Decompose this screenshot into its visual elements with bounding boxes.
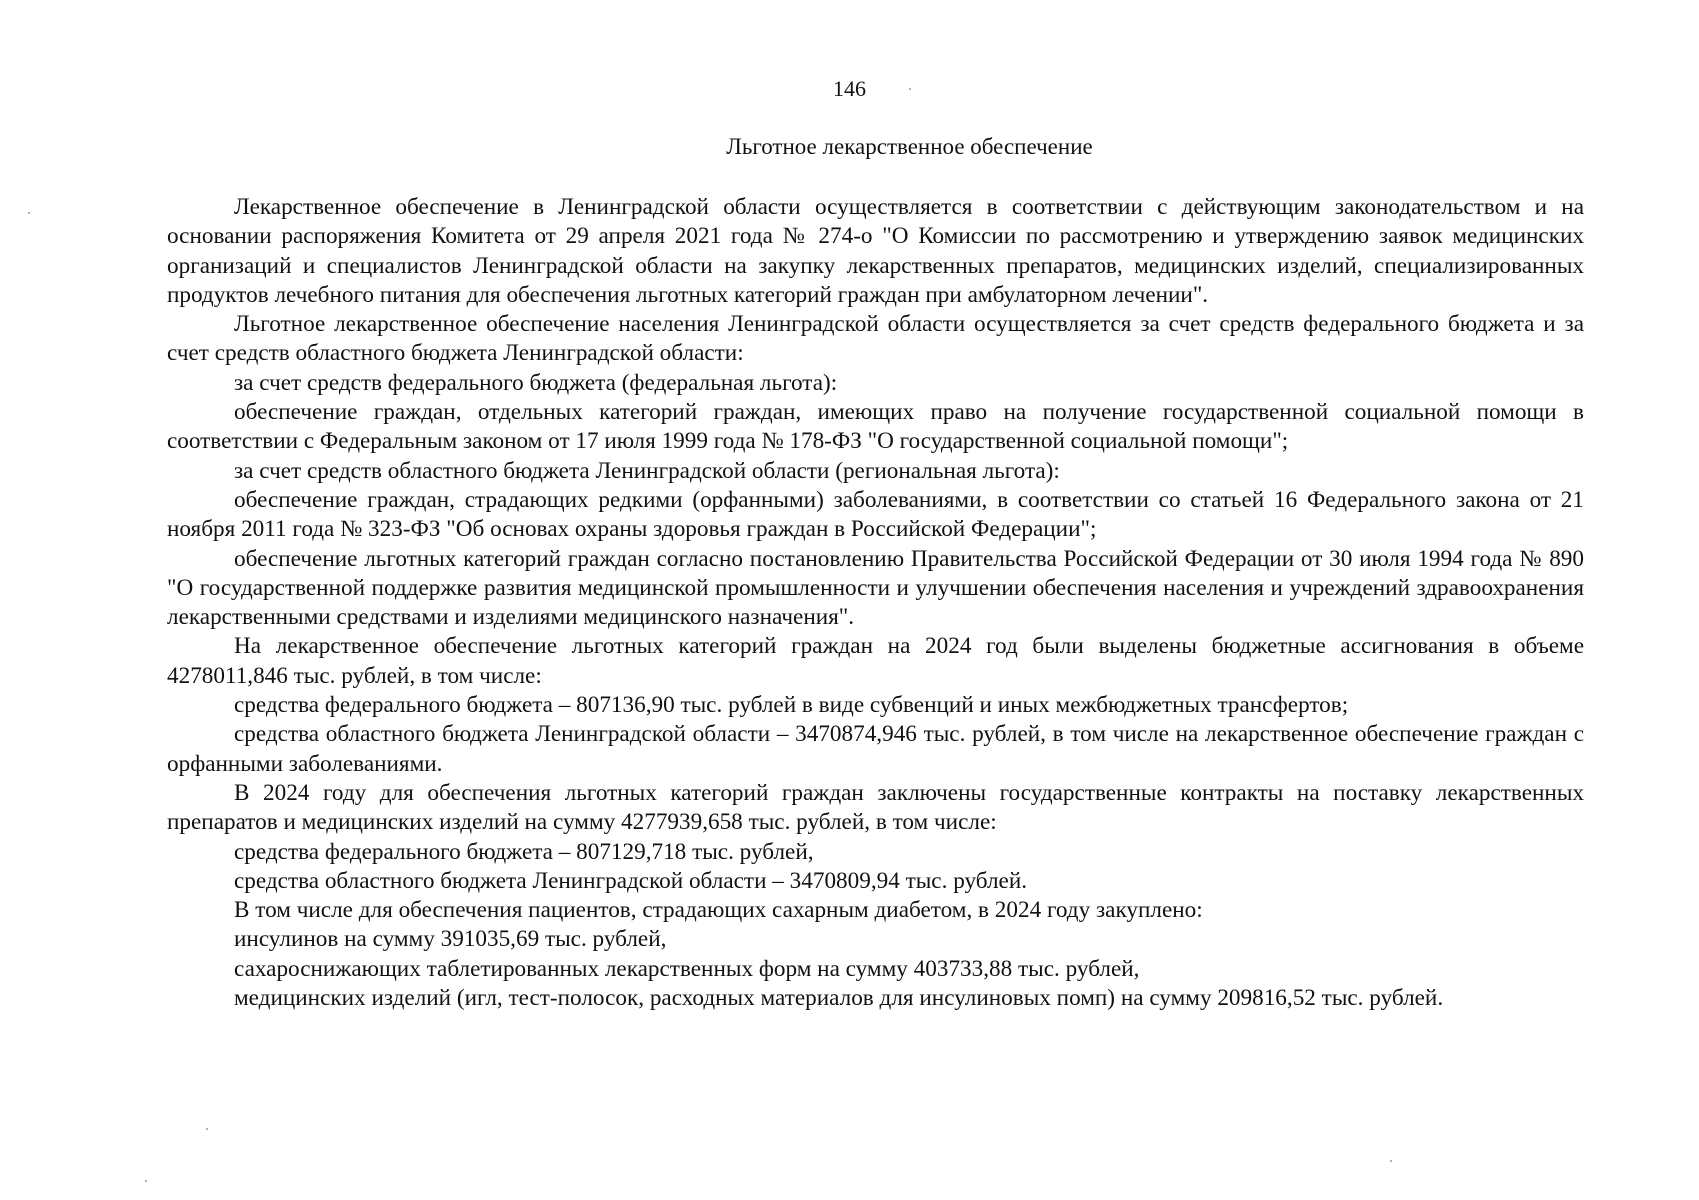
body-text [167,193,1584,1013]
paragraph: сахароснижающих таблетированных лекарственных форм на сумму 403733,88 тыс. рублей, [234,955,1140,982]
paragraph: за счет средств федерального бюджета (федеральная льгота): [234,369,838,396]
paragraph: Льготное лекарственное обеспечение населения Ленинградской области осуществляется за счет средств федерального бюджета и за счет средств областного бюджета Ленинградской области: [167,311,1584,367]
paragraph: обеспечение льготных категорий граждан согласно постановлению Правительства Российской Федерации от 30 июля 1994 года № 890 "О государственной поддержке развития медицинской промышленности и улучшении обеспечения населения и учреждений здравоохранения лекарственными средствами и изделиями медицинского назначения". [167,545,1584,631]
scan-speck [909,88,911,90]
section-title: Льготное лекарственное обеспечение [726,134,1093,159]
scan-speck [206,1128,208,1130]
paragraph: средства федерального бюджета – 807136,90 тыс. рублей в виде субвенций и иных межбюджетных трансфертов; [234,692,1349,719]
scan-speck [145,1180,147,1182]
scan-speck [1390,1160,1392,1162]
paragraph: В 2024 году для обеспечения льготных категорий граждан заключены государственные контракты на поставку лекарственных препаратов и медицинских изделий на сумму 4277939,658 тыс. рублей, в том числе: [167,779,1584,836]
paragraph: инсулинов на сумму 391035,69 тыс. рублей, [234,926,667,953]
paragraph: средства областного бюджета Ленинградской области – 3470809,94 тыс. рублей. [234,867,1028,894]
paragraph: обеспечение граждан, отдельных категорий граждан, имеющих право на получение государственной социальной помощи в соответствии с Федеральным законом от 17 июля 1999 года № 178-ФЗ "О государственной социальной помощи"; [167,399,1584,455]
paragraph: за счет средств областного бюджета Ленинградской области (региональная льгота): [234,457,1060,484]
paragraph: средства федерального бюджета – 807129,718 тыс. рублей, [234,838,814,865]
page-number: 146 [833,76,866,101]
paragraph: На лекарственное обеспечение льготных категорий граждан на 2024 год были выделены бюджетные ассигнования в объеме 4278011,846 тыс. рублей, в том числе: [167,633,1584,689]
paragraph: обеспечение граждан, страдающих редкими (орфанными) заболеваниями, в соответствии со статьей 16 Федерального закона от 21 ноября 2011 года № 323-ФЗ "Об основах охраны здоровья граждан в Российской Федерации"; [167,486,1584,543]
paragraph: медицинских изделий (игл, тест-полосок, расходных материалов для инсулиновых помп) на сумму 209816,52 тыс. рублей. [234,985,1444,1012]
paragraph: Лекарственное обеспечение в Ленинградской области осуществляется в соответствии с действующим законодательством и на основании распоряжения Комитета от 29 апреля 2021 года № 274-о "О Комиссии по рассмотрению и утверждению заявок медицинских организаций и специалистов Ленинградской области на закупку лекарственных препаратов, медицинских изделий, специализированных продуктов лечебного питания для обеспечения льготных категорий граждан при амбулаторном лечении". [167,194,1584,308]
paragraph: В том числе для обеспечения пациентов, страдающих сахарным диабетом, в 2024 году закуплено: [234,897,1203,924]
paragraph: средства областного бюджета Ленинградской области – 3470874,946 тыс. рублей, в том числе на лекарственное обеспечение граждан с орфанными заболеваниями. [167,721,1584,777]
scan-speck [28,212,30,214]
